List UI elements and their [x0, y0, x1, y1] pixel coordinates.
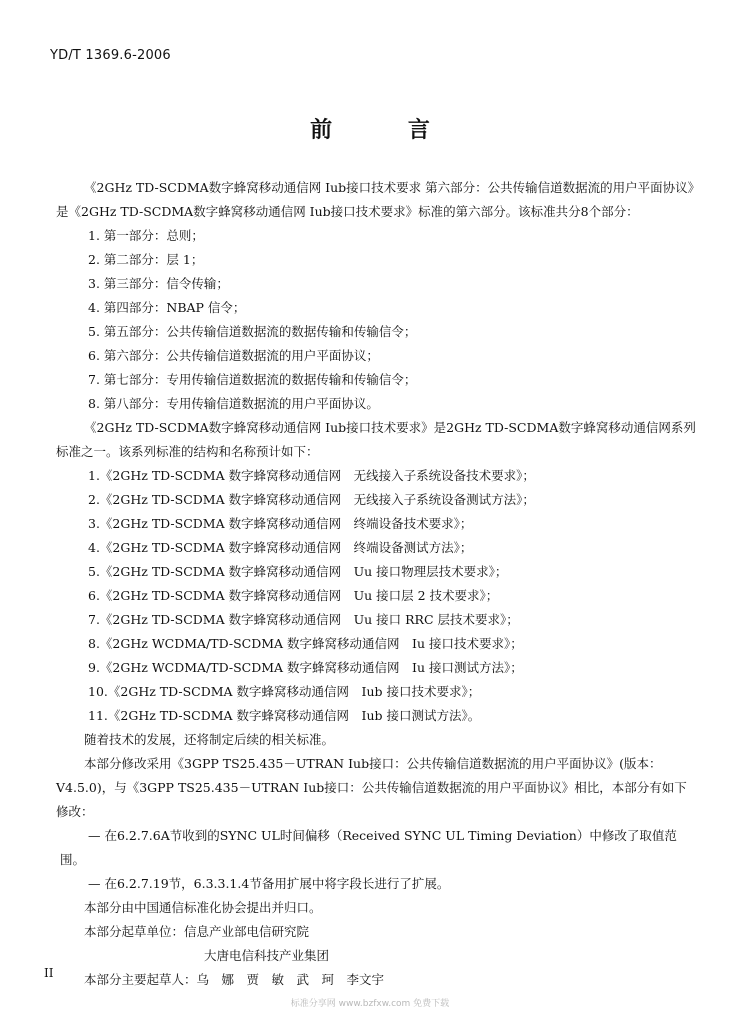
series-item: 3.《2GHz TD-SCDMA 数字蜂窝移动通信网 终端设备技术要求》； — [88, 516, 473, 531]
standard-code: YD/T 1369.6-2006 — [50, 48, 171, 63]
series-item: 10.《2GHz TD-SCDMA 数字蜂窝移动通信网 Iub 接口技术要求》； — [88, 684, 481, 699]
change-item: — 在6.2.7.19节，6.3.3.1.4节备用扩展中将字段长进行了扩展。 — [88, 876, 450, 891]
page-number: II — [44, 966, 54, 980]
part-item: 2. 第二部分：层 1； — [88, 252, 204, 267]
part-item: 6. 第六部分：公共传输信道数据流的用户平面协议； — [88, 348, 379, 363]
page-title: 前 言 — [310, 117, 464, 143]
future-note: 随着技术的发展，还将制定后续的相关标准。 — [84, 732, 335, 747]
series-item: 9.《2GHz WCDMA/TD-SCDMA 数字蜂窝移动通信网 Iu 接口测试方法》； — [88, 660, 523, 675]
series-item: 2.《2GHz TD-SCDMA 数字蜂窝移动通信网 无线接入子系统设备测试方法》； — [88, 492, 535, 507]
series-intro-paragraph: 《2GHz TD-SCDMA数字蜂窝移动通信网 Iub接口技术要求》是2GHz TD-SCDMA数字蜂窝移动通信网系列标准之一。该系列标准的结构和名称预计如下： — [56, 420, 696, 459]
change-item: — 在6.2.7.6A节收到的SYNC UL时间偏移（Received SYNC UL Timing Deviation）中修改了取值范围。 — [60, 828, 677, 867]
part-item: 5. 第五部分：公共传输信道数据流的数据传输和传输信令； — [88, 324, 417, 339]
part-item: 4. 第四部分：NBAP 信令； — [88, 300, 246, 315]
part-item: 7. 第七部分：专用传输信道数据流的数据传输和传输信令； — [88, 372, 417, 387]
series-item: 7.《2GHz TD-SCDMA 数字蜂窝移动通信网 Uu 接口 RRC 层技术要求》； — [88, 612, 519, 627]
series-item: 8.《2GHz WCDMA/TD-SCDMA 数字蜂窝移动通信网 Iu 接口技术要求》； — [88, 636, 523, 651]
series-item: 4.《2GHz TD-SCDMA 数字蜂窝移动通信网 终端设备测试方法》； — [88, 540, 473, 555]
part-item: 3. 第三部分：信令传输； — [88, 276, 229, 291]
drafting-units: 本部分起草单位：信息产业部电信研究院 — [84, 924, 310, 939]
drafters: 本部分主要起草人：乌 娜 贾 敏 武 珂 李文宇 — [84, 972, 385, 987]
series-item: 5.《2GHz TD-SCDMA 数字蜂窝移动通信网 Uu 接口物理层技术要求》； — [88, 564, 508, 579]
series-item: 6.《2GHz TD-SCDMA 数字蜂窝移动通信网 Uu 接口层 2 技术要求》； — [88, 588, 499, 603]
series-item: 1.《2GHz TD-SCDMA 数字蜂窝移动通信网 无线接入子系统设备技术要求》； — [88, 468, 535, 483]
watermark: 标准分享网 www.bzfxw.com 免费下载 — [290, 999, 450, 1009]
intro-paragraph: 《2GHz TD-SCDMA数字蜂窝移动通信网 Iub接口技术要求 第六部分：公共传输信道数据流的用户平面协议》是《2GHz TD-SCDMA数字蜂窝移动通信网 Iub接口技术要求》标准的第六部分。该标准共分8个部分： — [56, 180, 694, 219]
series-item: 11.《2GHz TD-SCDMA 数字蜂窝移动通信网 Iub 接口测试方法》。 — [88, 708, 481, 723]
proposer-statement: 本部分由中国通信标准化协会提出并归口。 — [84, 900, 322, 915]
part-item: 8. 第八部分：专用传输信道数据流的用户平面协议。 — [88, 396, 379, 411]
adoption-paragraph: 本部分修改采用《3GPP TS25.435－UTRAN Iub接口：公共传输信道数据流的用户平面协议》(版本：V4.5.0)，与《3GPP TS25.435－UTRAN Iub接口：公共传输信道数据流的用户平面协议》相比，本部分有如下修改： — [56, 756, 687, 819]
part-item: 1. 第一部分：总则； — [88, 228, 204, 243]
drafting-unit-second: 大唐电信科技产业集团 — [204, 948, 330, 963]
foreword-body — [56, 176, 696, 992]
